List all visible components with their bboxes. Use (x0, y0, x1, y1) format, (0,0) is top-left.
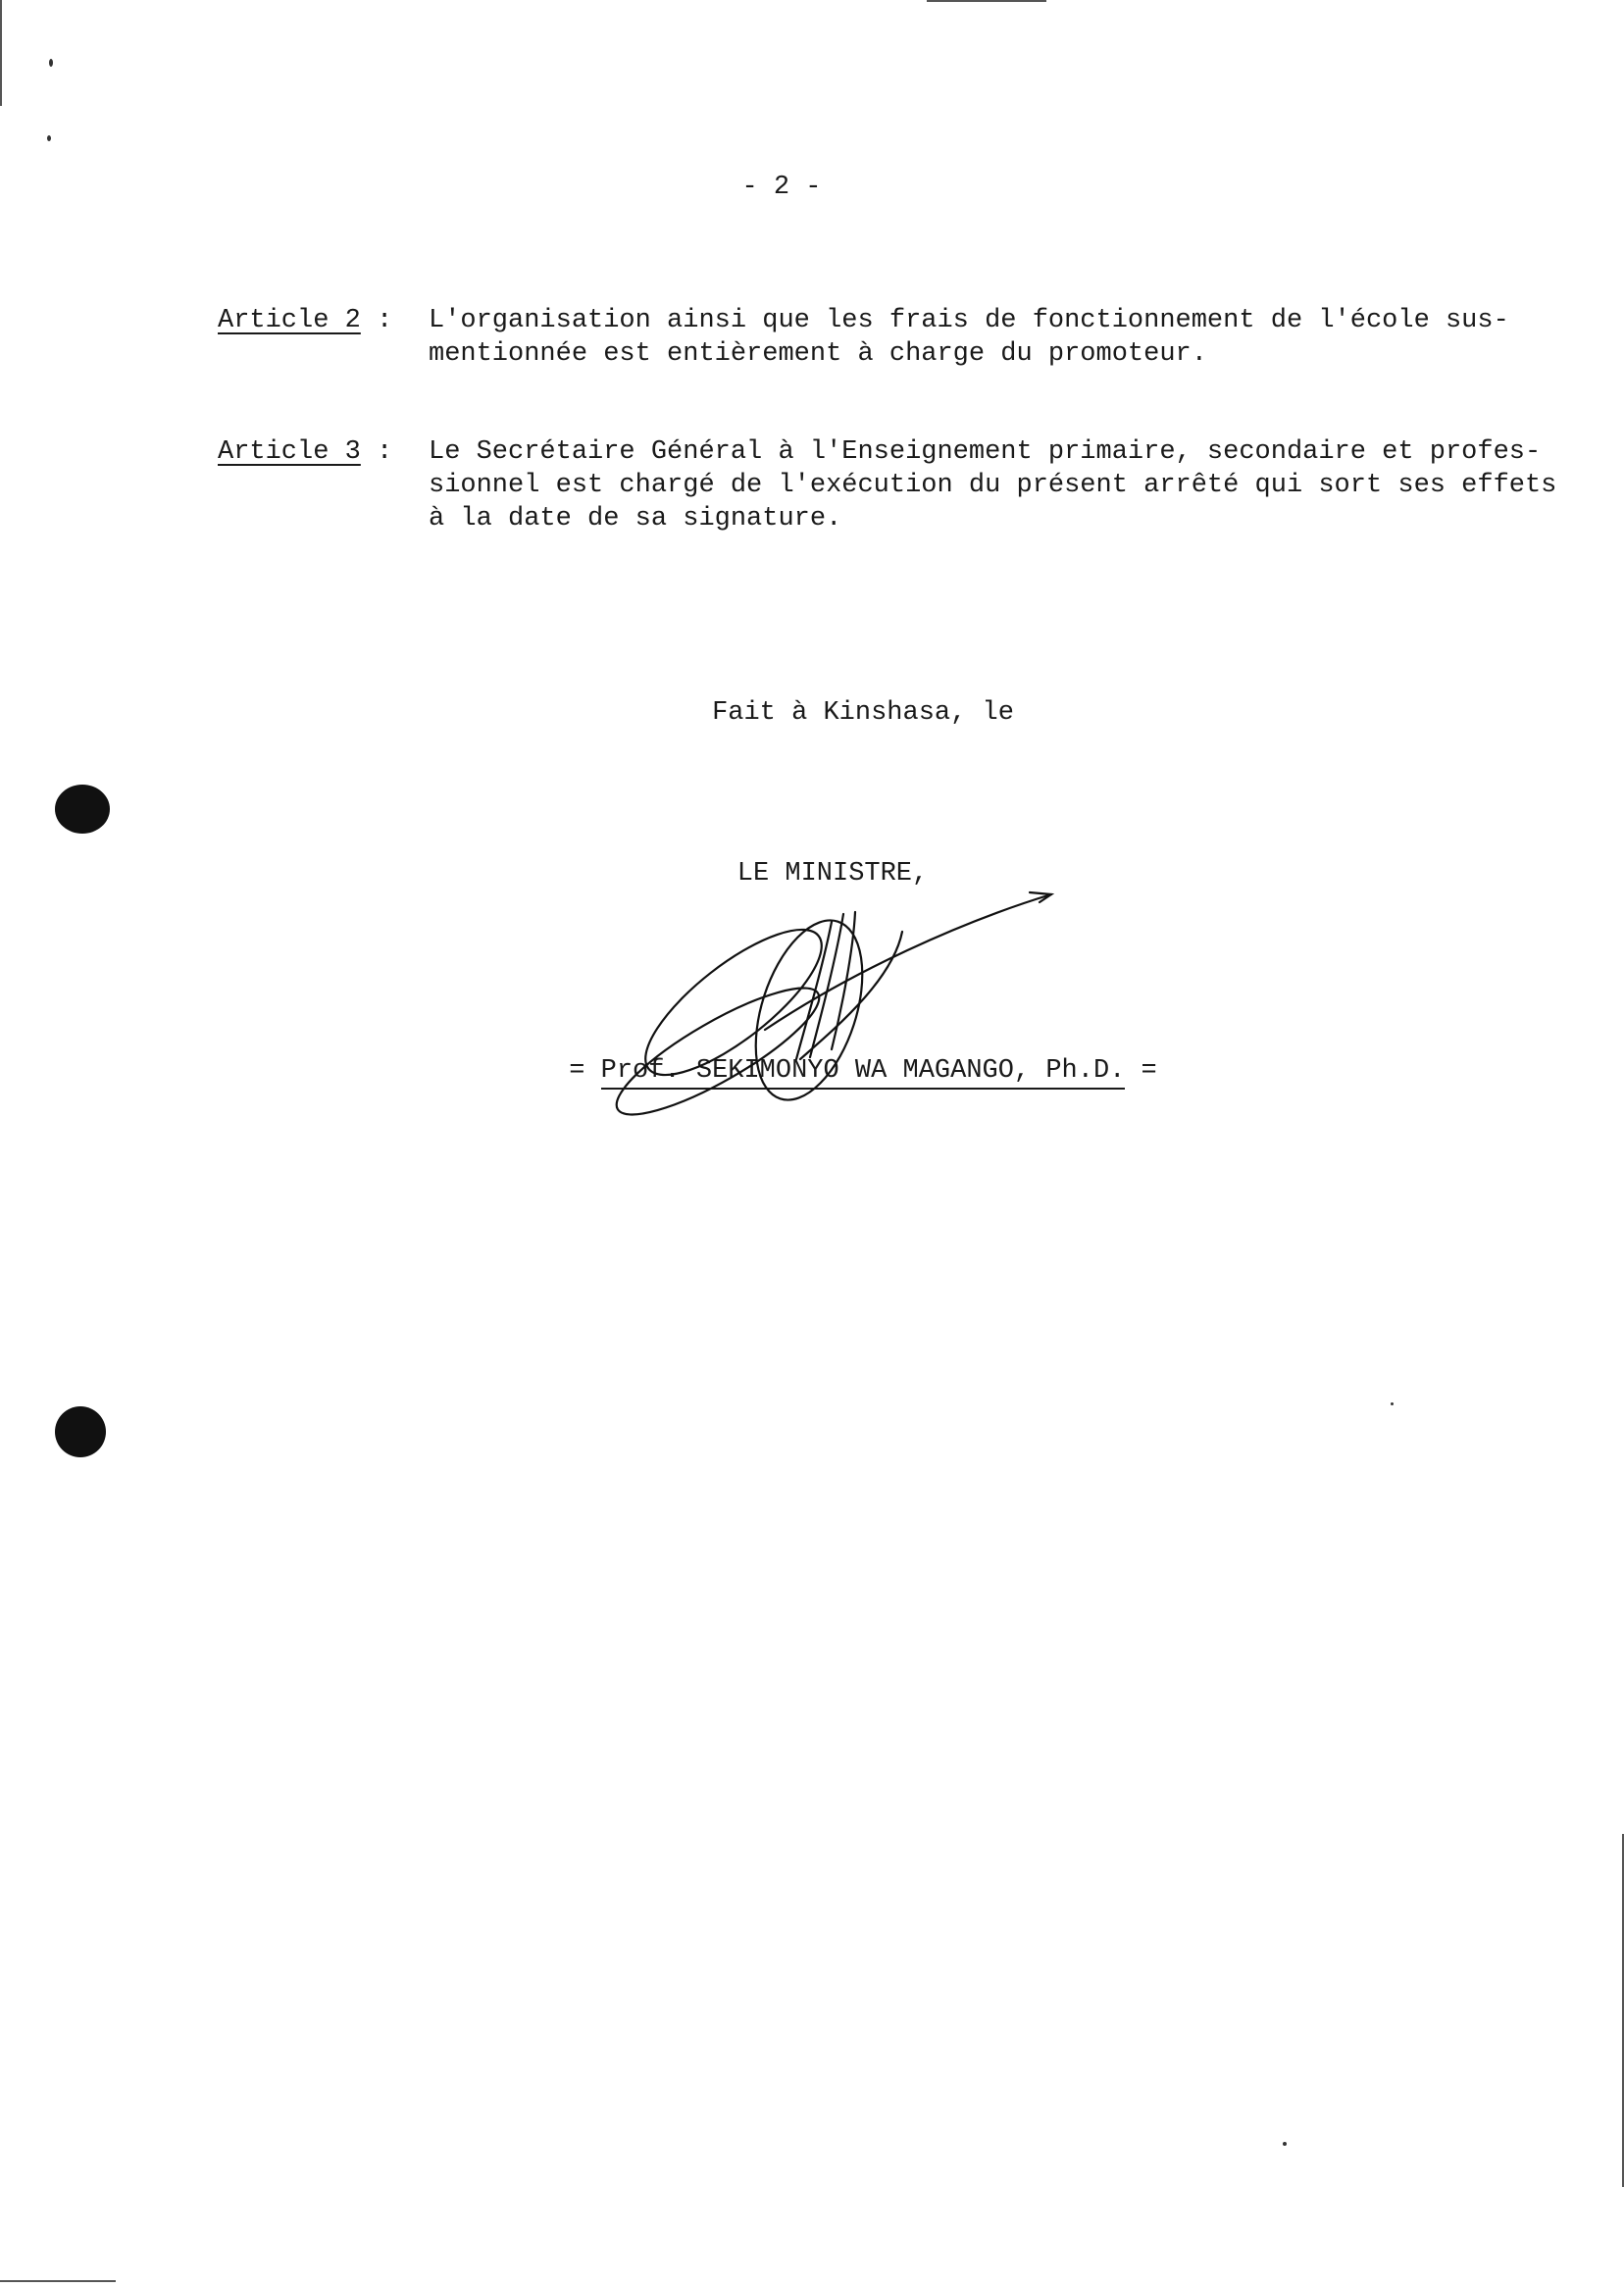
article-label: Article 3 (218, 437, 361, 467)
signatory-title: LE MINISTRE, (736, 859, 929, 889)
binder-punch-hole (55, 785, 110, 834)
scan-edge-line-top (927, 0, 1046, 2)
article-colon: : (377, 306, 393, 335)
signatory-name: Prof. SEKIMONYO WA MAGANGO, Ph.D. (601, 1056, 1126, 1090)
article-colon: : (377, 437, 393, 467)
scan-speck (1391, 1402, 1394, 1405)
page-number: - 2 - (741, 173, 822, 202)
name-prefix: = (569, 1056, 601, 1086)
scan-edge-line-left (0, 0, 2, 106)
article-label-wrap (218, 304, 424, 337)
article-text: L'organisation ainsi que les frais de fonctionnement de l'école sus- mentionnée est entièrement à charge du promoteur. (429, 306, 1509, 369)
scan-speck (49, 59, 53, 67)
place-date-line: Fait à Kinshasa, le (712, 698, 1014, 728)
scan-edge-line-bottom (0, 2280, 116, 2282)
scan-speck (1283, 2142, 1287, 2146)
handwritten-signature (608, 863, 1069, 1138)
scan-speck (47, 135, 51, 141)
binder-punch-hole (55, 1406, 106, 1457)
article-text: Le Secrétaire Général à l'Enseignement primaire, secondaire et profes- sionnel est chargé de l'exécution du présent arrêté qui sort ses effets à la date de sa signature. (429, 437, 1557, 534)
name-suffix: = (1125, 1056, 1157, 1086)
article-label-wrap (218, 435, 424, 469)
article-label: Article 2 (218, 306, 361, 335)
